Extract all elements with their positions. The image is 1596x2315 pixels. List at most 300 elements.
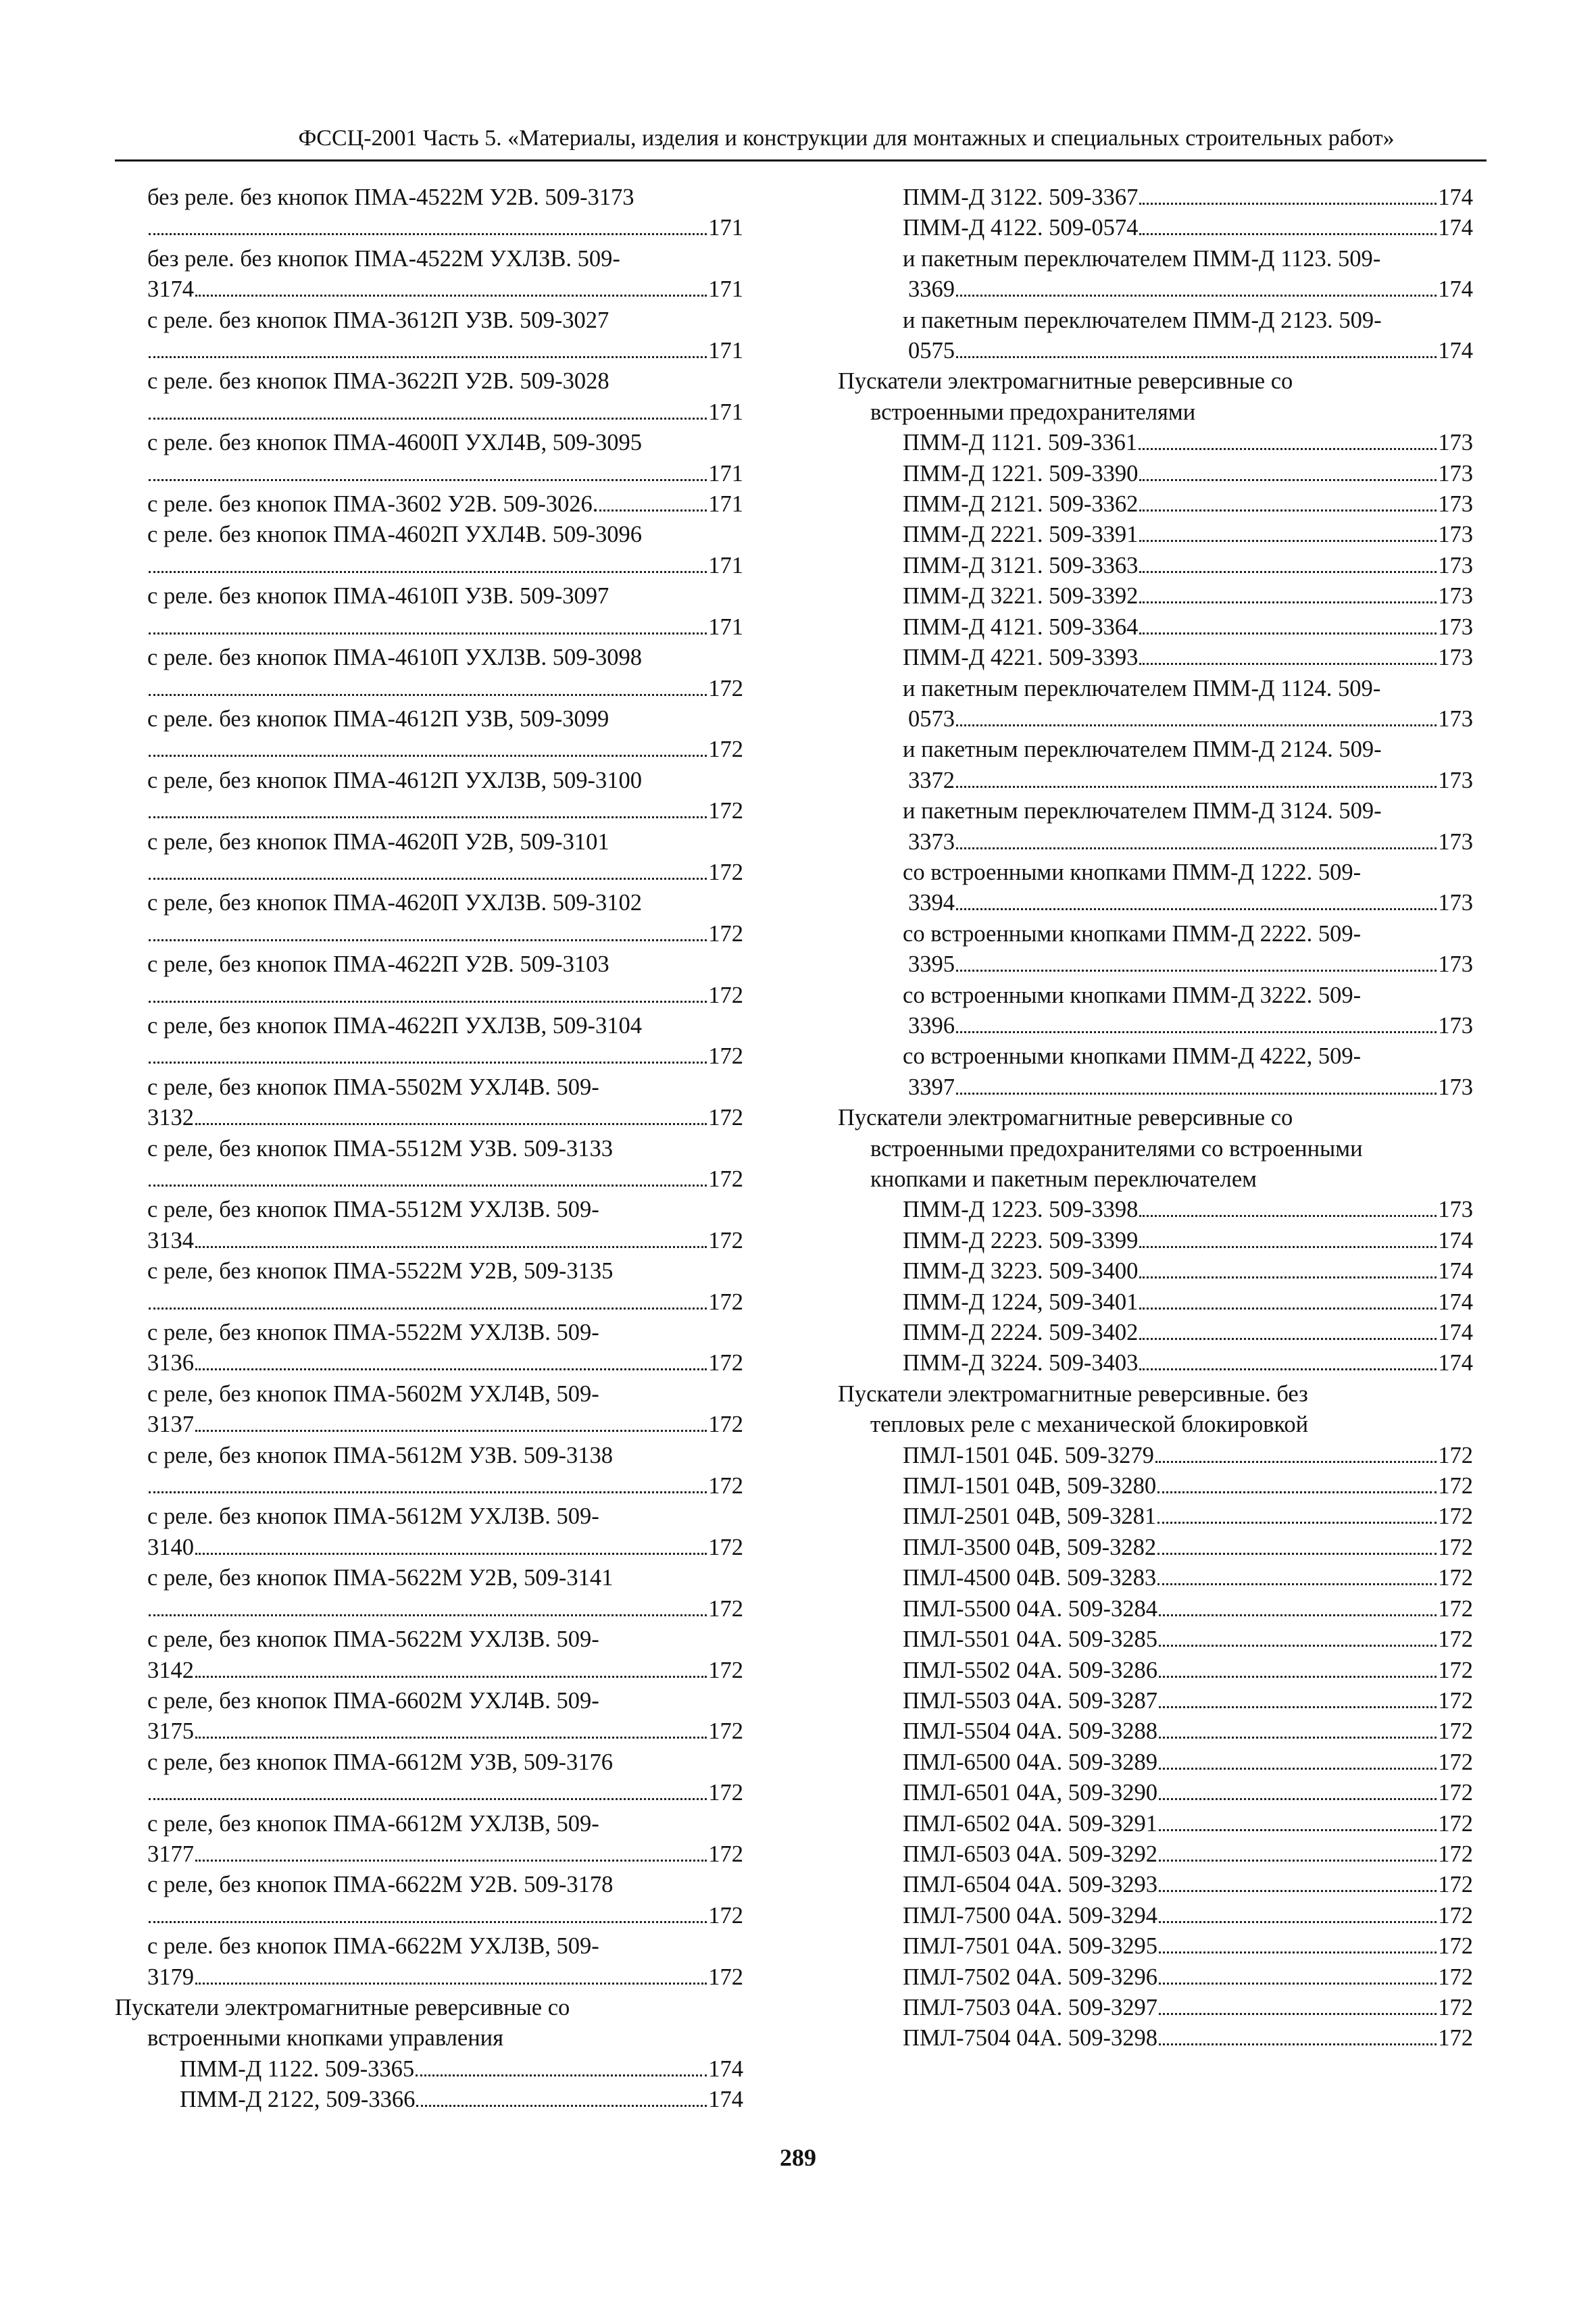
index-column-right — [838, 182, 1473, 2054]
dot-leader — [1139, 479, 1437, 481]
entry-page-ref: 171 — [708, 460, 743, 487]
dot-leader — [149, 356, 707, 358]
entry-page-ref: 172 — [708, 1166, 743, 1192]
dot-leader — [149, 418, 707, 420]
index-entry — [115, 980, 743, 1011]
index-entry — [115, 397, 743, 428]
index-line: с реле, без кнопок ПМА-5512М УХЛЗВ. 509- — [147, 1197, 599, 1223]
index-entry — [838, 612, 1473, 643]
entry-page-ref: 172 — [1438, 1503, 1473, 1530]
entry-label: ПММ-Д 1121. 509-3361 — [903, 430, 1138, 456]
index-column-left — [115, 182, 743, 2116]
dot-leader — [149, 878, 707, 880]
entry-page-ref: 172 — [1438, 1933, 1473, 1960]
entry-label: ПМЛ-6503 04А. 509-3292 — [903, 1841, 1158, 1867]
entry-label: ПММ-Д 4221. 509-3393 — [903, 645, 1139, 671]
entry-label: ПМЛ-6500 04А. 509-3289 — [903, 1749, 1158, 1775]
entry-page-ref: 174 — [1438, 1320, 1473, 1346]
index-entry — [838, 1931, 1473, 1962]
entry-label: 3174 — [147, 276, 194, 303]
index-entry — [838, 888, 1473, 918]
entry-page-ref: 172 — [1438, 1810, 1473, 1837]
index-entry — [838, 1594, 1473, 1624]
entry-page-ref: 172 — [1438, 1442, 1473, 1468]
index-heading: Пускатели электромагнитные реверсивные со — [838, 1105, 1293, 1131]
index-entry — [838, 1778, 1473, 1808]
index-entry — [115, 919, 743, 949]
entry-label: 3140 — [147, 1534, 194, 1560]
dot-leader — [416, 2105, 707, 2107]
index-entry — [838, 1441, 1473, 1471]
index-entry — [838, 489, 1473, 520]
entry-page-ref: 172 — [708, 859, 743, 885]
entry-label: ПММ-Д 3221. 509-3392 — [903, 583, 1139, 609]
index-entry — [838, 336, 1473, 366]
index-line: с реле. без кнопок ПМА-3622П У2В. 509-3028 — [147, 368, 609, 395]
dot-leader — [149, 1185, 707, 1187]
dot-leader — [956, 786, 1437, 788]
dot-leader — [149, 479, 707, 481]
entry-label: ПММ-Д 2223. 509-3399 — [903, 1227, 1139, 1253]
index-line: встроенными предохранителями — [870, 399, 1196, 425]
entry-page-ref: 174 — [1438, 338, 1473, 364]
entry-page-ref: 172 — [1438, 1841, 1473, 1867]
index-entry — [838, 2023, 1473, 2053]
index-entry — [838, 949, 1473, 980]
dot-leader — [956, 295, 1437, 297]
header-rule — [115, 159, 1487, 161]
entry-label: 3132 — [147, 1105, 194, 1131]
running-header: ФССЦ-2001 Часть 5. «Материалы, изделия и конструкции для монтажных и специальных строительных работ» — [298, 126, 1395, 151]
index-entry — [838, 1656, 1473, 1686]
index-line: с реле, без кнопок ПМА-5522М У2В, 509-3135 — [147, 1258, 614, 1285]
index-entry — [838, 1839, 1473, 1870]
entry-page-ref: 174 — [1438, 1350, 1473, 1376]
entry-label: 3395 — [908, 951, 955, 978]
index-entry — [115, 1164, 743, 1195]
entry-page-ref: 171 — [708, 276, 743, 303]
index-entry — [838, 1318, 1473, 1348]
entry-label: 0573 — [908, 705, 955, 732]
index-line: и пакетным переключателем ПММ-Д 1124. 509- — [903, 675, 1381, 701]
index-entry — [838, 1256, 1473, 1287]
entry-label: ПММ-Д 1122. 509-3365 — [180, 2056, 415, 2082]
entry-page-ref: 172 — [708, 737, 743, 763]
entry-page-ref: 173 — [1438, 890, 1473, 916]
index-entry — [115, 1901, 743, 1931]
dot-leader — [956, 847, 1437, 849]
dot-leader — [956, 724, 1437, 726]
entry-page-ref: 172 — [1438, 1902, 1473, 1928]
entry-page-ref: 171 — [708, 399, 743, 425]
index-line: с реле, без кнопок ПМА-6622М У2В. 509-3178 — [147, 1872, 614, 1898]
dot-leader — [1139, 632, 1437, 634]
entry-label: ПМЛ-6501 04А, 509-3290 — [903, 1780, 1158, 1806]
index-line: тепловых реле с механической блокировкой — [870, 1412, 1309, 1438]
index-line: с реле. без кнопок ПМА-4610П УХЛЗВ. 509-3098 — [147, 645, 642, 671]
dot-leader — [1139, 1246, 1437, 1248]
index-entry — [115, 2085, 743, 2115]
dot-leader — [195, 1430, 707, 1432]
entry-label: ПМЛ-1501 04Б. 509-3279 — [903, 1442, 1154, 1468]
entry-page-ref: 172 — [708, 1657, 743, 1683]
index-entry — [838, 428, 1473, 458]
index-line: с реле, без кнопок ПМА-4622П У2В. 509-3103 — [147, 951, 609, 978]
entry-label: ПММ-Д 3122. 509-3367 — [903, 184, 1139, 210]
index-entry — [838, 1962, 1473, 1993]
entry-page-ref: 172 — [708, 1718, 743, 1745]
entry-page-ref: 172 — [708, 1043, 743, 1070]
index-line: с реле, без кнопок ПМА-5522М УХЛЗВ. 509- — [147, 1320, 599, 1346]
index-entry — [838, 1533, 1473, 1563]
entry-page-ref: 172 — [1438, 1718, 1473, 1745]
dot-leader — [1139, 571, 1437, 573]
entry-page-ref: 174 — [708, 2087, 743, 2113]
dot-leader — [195, 1246, 707, 1248]
entry-label: ПММ-Д 1221. 509-3390 — [903, 460, 1139, 487]
entry-page-ref: 171 — [708, 552, 743, 578]
index-entry — [838, 213, 1473, 243]
dot-leader — [1157, 1583, 1437, 1585]
index-entry — [838, 459, 1473, 489]
index-line: встроенными кнопками управления — [147, 2025, 504, 2051]
entry-page-ref: 172 — [1438, 1473, 1473, 1499]
index-line: кнопками и пакетным переключателем — [870, 1166, 1257, 1192]
index-line: со встроенными кнопками ПММ-Д 3222. 509- — [903, 982, 1362, 1008]
dot-leader — [1159, 1737, 1437, 1739]
entry-page-ref: 172 — [708, 1227, 743, 1253]
index-line: с реле. без кнопок ПМА-4610П УЗВ. 509-3097 — [147, 583, 609, 609]
entry-label: 3177 — [147, 1841, 194, 1867]
index-entry — [115, 336, 743, 366]
entry-label: ПММ-Д 3121. 509-3363 — [903, 552, 1139, 578]
dot-leader — [1139, 540, 1437, 542]
entry-page-ref: 172 — [1438, 1749, 1473, 1775]
dot-leader — [1159, 2043, 1437, 2045]
dot-leader — [599, 509, 707, 512]
dot-leader — [1159, 1768, 1437, 1770]
dot-leader — [195, 1676, 707, 1678]
index-line: со встроенными кнопками ПММ-Д 2222. 509- — [903, 920, 1362, 947]
index-entry — [838, 1501, 1473, 1532]
dot-leader — [195, 1368, 707, 1370]
dot-leader — [1139, 1215, 1437, 1217]
entry-page-ref: 172 — [1438, 1964, 1473, 1990]
entry-page-ref: 173 — [1438, 460, 1473, 487]
entry-page-ref: 172 — [708, 1473, 743, 1499]
dot-leader — [149, 632, 707, 634]
dot-leader — [1139, 1276, 1437, 1278]
index-line: с реле, без кнопок ПМА-5512М УЗВ. 509-3133 — [147, 1135, 613, 1162]
index-entry — [115, 857, 743, 888]
dot-leader — [1159, 1798, 1437, 1800]
index-entry — [838, 1624, 1473, 1655]
entry-page-ref: 172 — [708, 920, 743, 947]
index-line: с реле, без кнопок ПМА-4620П У2В, 509-3101 — [147, 828, 609, 855]
index-line: с реле. без кнопок ПМА-5612М УХЛЗВ. 509- — [147, 1503, 599, 1530]
dot-leader — [149, 1491, 707, 1493]
index-entry — [115, 1533, 743, 1563]
index-entry — [838, 1348, 1473, 1378]
dot-leader — [1157, 1522, 1437, 1524]
dot-leader — [956, 1031, 1437, 1033]
entry-page-ref: 172 — [708, 798, 743, 824]
index-entry — [115, 1594, 743, 1624]
index-entry — [115, 1226, 743, 1256]
entry-page-ref: 172 — [708, 1780, 743, 1806]
entry-label: 0575 — [908, 338, 955, 364]
entry-page-ref: 172 — [708, 1841, 743, 1867]
entry-label: ПМЛ-7504 04А. 509-3298 — [903, 2025, 1158, 2051]
entry-page-ref: 174 — [1438, 276, 1473, 303]
entry-label: ПМЛ-1501 04В, 509-3280 — [903, 1473, 1157, 1499]
index-entry — [838, 182, 1473, 213]
dot-leader — [1139, 448, 1437, 450]
entry-label: ПМЛ-5504 04А. 509-3288 — [903, 1718, 1158, 1745]
index-entry — [115, 1041, 743, 1072]
index-entry — [115, 612, 743, 643]
dot-leader — [149, 1798, 707, 1800]
entry-label: 3142 — [147, 1657, 194, 1683]
entry-page-ref: 172 — [708, 1595, 743, 1622]
entry-page-ref: 172 — [708, 1350, 743, 1376]
index-entry — [115, 1410, 743, 1440]
dot-leader — [195, 1983, 707, 1985]
entry-page-ref: 172 — [1438, 1534, 1473, 1560]
dot-leader — [149, 1614, 707, 1616]
entry-page-ref: 171 — [708, 614, 743, 640]
entry-page-ref: 173 — [1438, 828, 1473, 855]
index-entry — [115, 489, 743, 520]
entry-page-ref: 172 — [1438, 1657, 1473, 1683]
entry-page-ref: 172 — [1438, 1565, 1473, 1591]
index-entry — [838, 1471, 1473, 1501]
dot-leader — [149, 1308, 707, 1310]
index-line: с реле. без кнопок ПМА-4600П УХЛ4В, 509-3095 — [147, 430, 642, 456]
entry-label: ПМЛ-2501 04В, 509-3281 — [903, 1503, 1157, 1530]
index-entry — [115, 1839, 743, 1870]
entry-label: ПММ-Д 2224. 509-3402 — [903, 1320, 1139, 1346]
dot-leader — [195, 295, 707, 297]
dot-leader — [195, 1123, 707, 1125]
index-line: с реле, без кнопок ПМА-5622М У2В, 509-3141 — [147, 1565, 614, 1591]
index-entry — [838, 1870, 1473, 1900]
dot-leader — [1159, 1829, 1437, 1831]
entry-label: ПМЛ-7500 04А. 509-3294 — [903, 1902, 1158, 1928]
entry-page-ref: 171 — [708, 338, 743, 364]
dot-leader — [1139, 233, 1437, 235]
index-entry — [838, 1809, 1473, 1839]
entry-page-ref: 172 — [708, 675, 743, 701]
index-entry — [838, 827, 1473, 857]
dot-leader — [195, 1860, 707, 1862]
index-entry — [838, 551, 1473, 581]
dot-leader — [1159, 1890, 1437, 1892]
dot-leader — [1139, 1308, 1437, 1310]
entry-label: 3175 — [147, 1718, 194, 1745]
entry-page-ref: 172 — [708, 1902, 743, 1928]
index-entry — [838, 520, 1473, 550]
entry-page-ref: 172 — [708, 1534, 743, 1560]
entry-page-ref: 172 — [1438, 1626, 1473, 1653]
entry-page-ref: 173 — [1438, 491, 1473, 518]
index-line: без реле. без кнопок ПМА-4522М У2В. 509-3173 — [147, 184, 634, 210]
index-entry — [115, 1348, 743, 1378]
entry-label: с реле. без кнопок ПМА-3602 У2В. 509-3026. — [147, 491, 599, 518]
index-entry — [838, 274, 1473, 305]
entry-page-ref: 172 — [1438, 2025, 1473, 2051]
dot-leader — [1157, 1553, 1437, 1555]
index-entry — [115, 796, 743, 826]
entry-page-ref: 172 — [1438, 1780, 1473, 1806]
index-entry — [115, 1962, 743, 1993]
dot-leader — [1159, 1645, 1437, 1647]
entry-label: ПММ-Д 2121. 509-3362 — [903, 491, 1139, 518]
dot-leader — [956, 356, 1437, 358]
dot-leader — [1159, 1860, 1437, 1862]
entry-label: 3373 — [908, 828, 955, 855]
index-line: с реле, без кнопок ПМА-6612М УЗВ, 509-3176 — [147, 1749, 613, 1775]
entry-page-ref: 173 — [1438, 552, 1473, 578]
entry-page-ref: 173 — [1438, 583, 1473, 609]
entry-page-ref: 173 — [1438, 705, 1473, 732]
index-entry — [115, 551, 743, 581]
index-line: с реле. без кнопок ПМА-6622М УХЛЗВ, 509- — [147, 1933, 599, 1960]
index-entry — [838, 1287, 1473, 1318]
entry-page-ref: 172 — [708, 982, 743, 1008]
dot-leader — [956, 1093, 1437, 1095]
entry-page-ref: 173 — [1438, 1074, 1473, 1100]
index-line: с реле, без кнопок ПМА-5612М УЗВ. 509-3138 — [147, 1442, 613, 1468]
entry-label: ПМЛ-7501 04А. 509-3295 — [903, 1933, 1158, 1960]
entry-page-ref: 172 — [708, 1289, 743, 1315]
entry-page-ref: 171 — [708, 491, 743, 518]
index-line: и пакетным переключателем ПММ-Д 2124. 509- — [903, 737, 1382, 763]
index-heading: Пускатели электромагнитные реверсивные. без — [838, 1380, 1308, 1407]
entry-page-ref: 172 — [1438, 1687, 1473, 1714]
entry-label: ПМЛ-5502 04А. 509-3286 — [903, 1657, 1158, 1683]
dot-leader — [1159, 1676, 1437, 1678]
index-line: с реле, без кнопок ПМА-4612П УХЛЗВ, 509-3100 — [147, 767, 642, 793]
index-entry — [115, 1471, 743, 1501]
dot-leader — [1139, 509, 1437, 512]
dot-leader — [149, 755, 707, 757]
index-entry — [115, 213, 743, 243]
index-line: с реле, без кнопок ПМА-4622П УХЛЗВ, 509-3104 — [147, 1012, 642, 1039]
dot-leader — [1159, 1614, 1437, 1616]
entry-label: ПММ-Д 1223. 509-3398 — [903, 1197, 1139, 1223]
entry-label: ПМЛ-4500 04В. 509-3283 — [903, 1565, 1157, 1591]
index-entry — [838, 1072, 1473, 1103]
index-entry — [115, 735, 743, 765]
entry-page-ref: 173 — [1438, 767, 1473, 793]
entry-page-ref: 174 — [708, 2056, 743, 2082]
entry-label: 3397 — [908, 1074, 955, 1100]
index-line: с реле. без кнопок ПМА-3612П УЗВ. 509-3027 — [147, 307, 609, 333]
index-line: и пакетным переключателем ПММ-Д 1123. 509- — [903, 245, 1381, 272]
entry-label: ПММ-Д 1224, 509-3401 — [903, 1289, 1139, 1315]
entry-page-ref: 173 — [1438, 430, 1473, 456]
entry-page-ref: 173 — [1438, 951, 1473, 978]
entry-label: ПММ-Д 2221. 509-3391 — [903, 522, 1139, 548]
entry-page-ref: 174 — [1438, 1227, 1473, 1253]
index-line: со встроенными кнопками ПММ-Д 4222, 509- — [903, 1043, 1362, 1070]
dot-leader — [195, 1553, 707, 1555]
entry-page-ref: 173 — [1438, 1197, 1473, 1223]
index-line: без реле. без кнопок ПМА-4522М УХЛЗВ. 509- — [147, 245, 620, 272]
dot-leader — [149, 233, 707, 235]
entry-label: 3136 — [147, 1350, 194, 1376]
dot-leader — [1139, 663, 1437, 665]
entry-page-ref: 174 — [1438, 184, 1473, 210]
index-entry — [838, 1226, 1473, 1256]
entry-label: ПМЛ-6502 04А. 509-3291 — [903, 1810, 1158, 1837]
dot-leader — [1139, 203, 1437, 205]
entry-label: ПММ-Д 3223. 509-3400 — [903, 1258, 1139, 1285]
index-line: встроенными предохранителями со встроенными — [870, 1135, 1363, 1162]
entry-page-ref: 172 — [1438, 1595, 1473, 1622]
entry-label: ПМЛ-7503 04А. 509-3297 — [903, 1994, 1158, 2020]
dot-leader — [1139, 1368, 1437, 1370]
index-entry — [838, 643, 1473, 673]
entry-page-ref: 172 — [1438, 1872, 1473, 1898]
entry-label: ПМЛ-7502 04А. 509-3296 — [903, 1964, 1158, 1990]
dot-leader — [149, 816, 707, 818]
entry-page-ref: 173 — [1438, 614, 1473, 640]
index-entry — [115, 274, 743, 305]
index-entry — [838, 1901, 1473, 1931]
entry-page-ref: 174 — [1438, 215, 1473, 241]
entry-label: ПММ-Д 3224. 509-3403 — [903, 1350, 1139, 1376]
entry-page-ref: 174 — [1438, 1289, 1473, 1315]
entry-page-ref: 173 — [1438, 1012, 1473, 1039]
entry-label: ПМЛ-5503 04А. 509-3287 — [903, 1687, 1158, 1714]
index-line: с реле, без кнопок ПМА-4620П УХЛЗВ. 509-3102 — [147, 890, 642, 916]
dot-leader — [1159, 1921, 1437, 1923]
entry-label: ПМЛ-3500 04В, 509-3282 — [903, 1534, 1157, 1560]
entry-label: ПМЛ-5500 04А. 509-3284 — [903, 1595, 1158, 1622]
entry-page-ref: 173 — [1438, 645, 1473, 671]
index-entry — [115, 1287, 743, 1318]
dot-leader — [1139, 601, 1437, 603]
dot-leader — [149, 1062, 707, 1064]
index-heading: Пускатели электромагнитные реверсивные со — [115, 1994, 570, 2020]
index-line: с реле, без кнопок ПМА-5602М УХЛ4В, 509- — [147, 1380, 599, 1407]
dot-leader — [956, 970, 1437, 972]
index-line: с реле, без кнопок ПМА-5622М УХЛЗВ. 509- — [147, 1626, 599, 1653]
dot-leader — [1159, 1706, 1437, 1708]
dot-leader — [149, 571, 707, 573]
dot-leader — [1157, 1491, 1437, 1493]
entry-label: 3134 — [147, 1227, 194, 1253]
dot-leader — [149, 1921, 707, 1923]
entry-page-ref: 172 — [708, 1964, 743, 1990]
dot-leader — [195, 1737, 707, 1739]
entry-page-ref: 172 — [708, 1105, 743, 1131]
index-line: с реле, без кнопок ПМА-6612М УХЛЗВ, 509- — [147, 1810, 599, 1837]
entry-label: ПММ-Д 4121. 509-3364 — [903, 614, 1139, 640]
index-entry — [838, 1686, 1473, 1716]
index-entry — [115, 1716, 743, 1747]
dot-leader — [149, 1001, 707, 1003]
dot-leader — [956, 908, 1437, 910]
index-entry — [115, 1656, 743, 1686]
dot-leader — [1159, 2013, 1437, 2015]
entry-page-ref: 173 — [1438, 522, 1473, 548]
entry-label: ПМЛ-6504 04А. 509-3293 — [903, 1872, 1158, 1898]
index-line: с реле. без кнопок ПМА-4612П УЗВ, 509-3099 — [147, 705, 609, 732]
index-entry — [838, 1195, 1473, 1225]
